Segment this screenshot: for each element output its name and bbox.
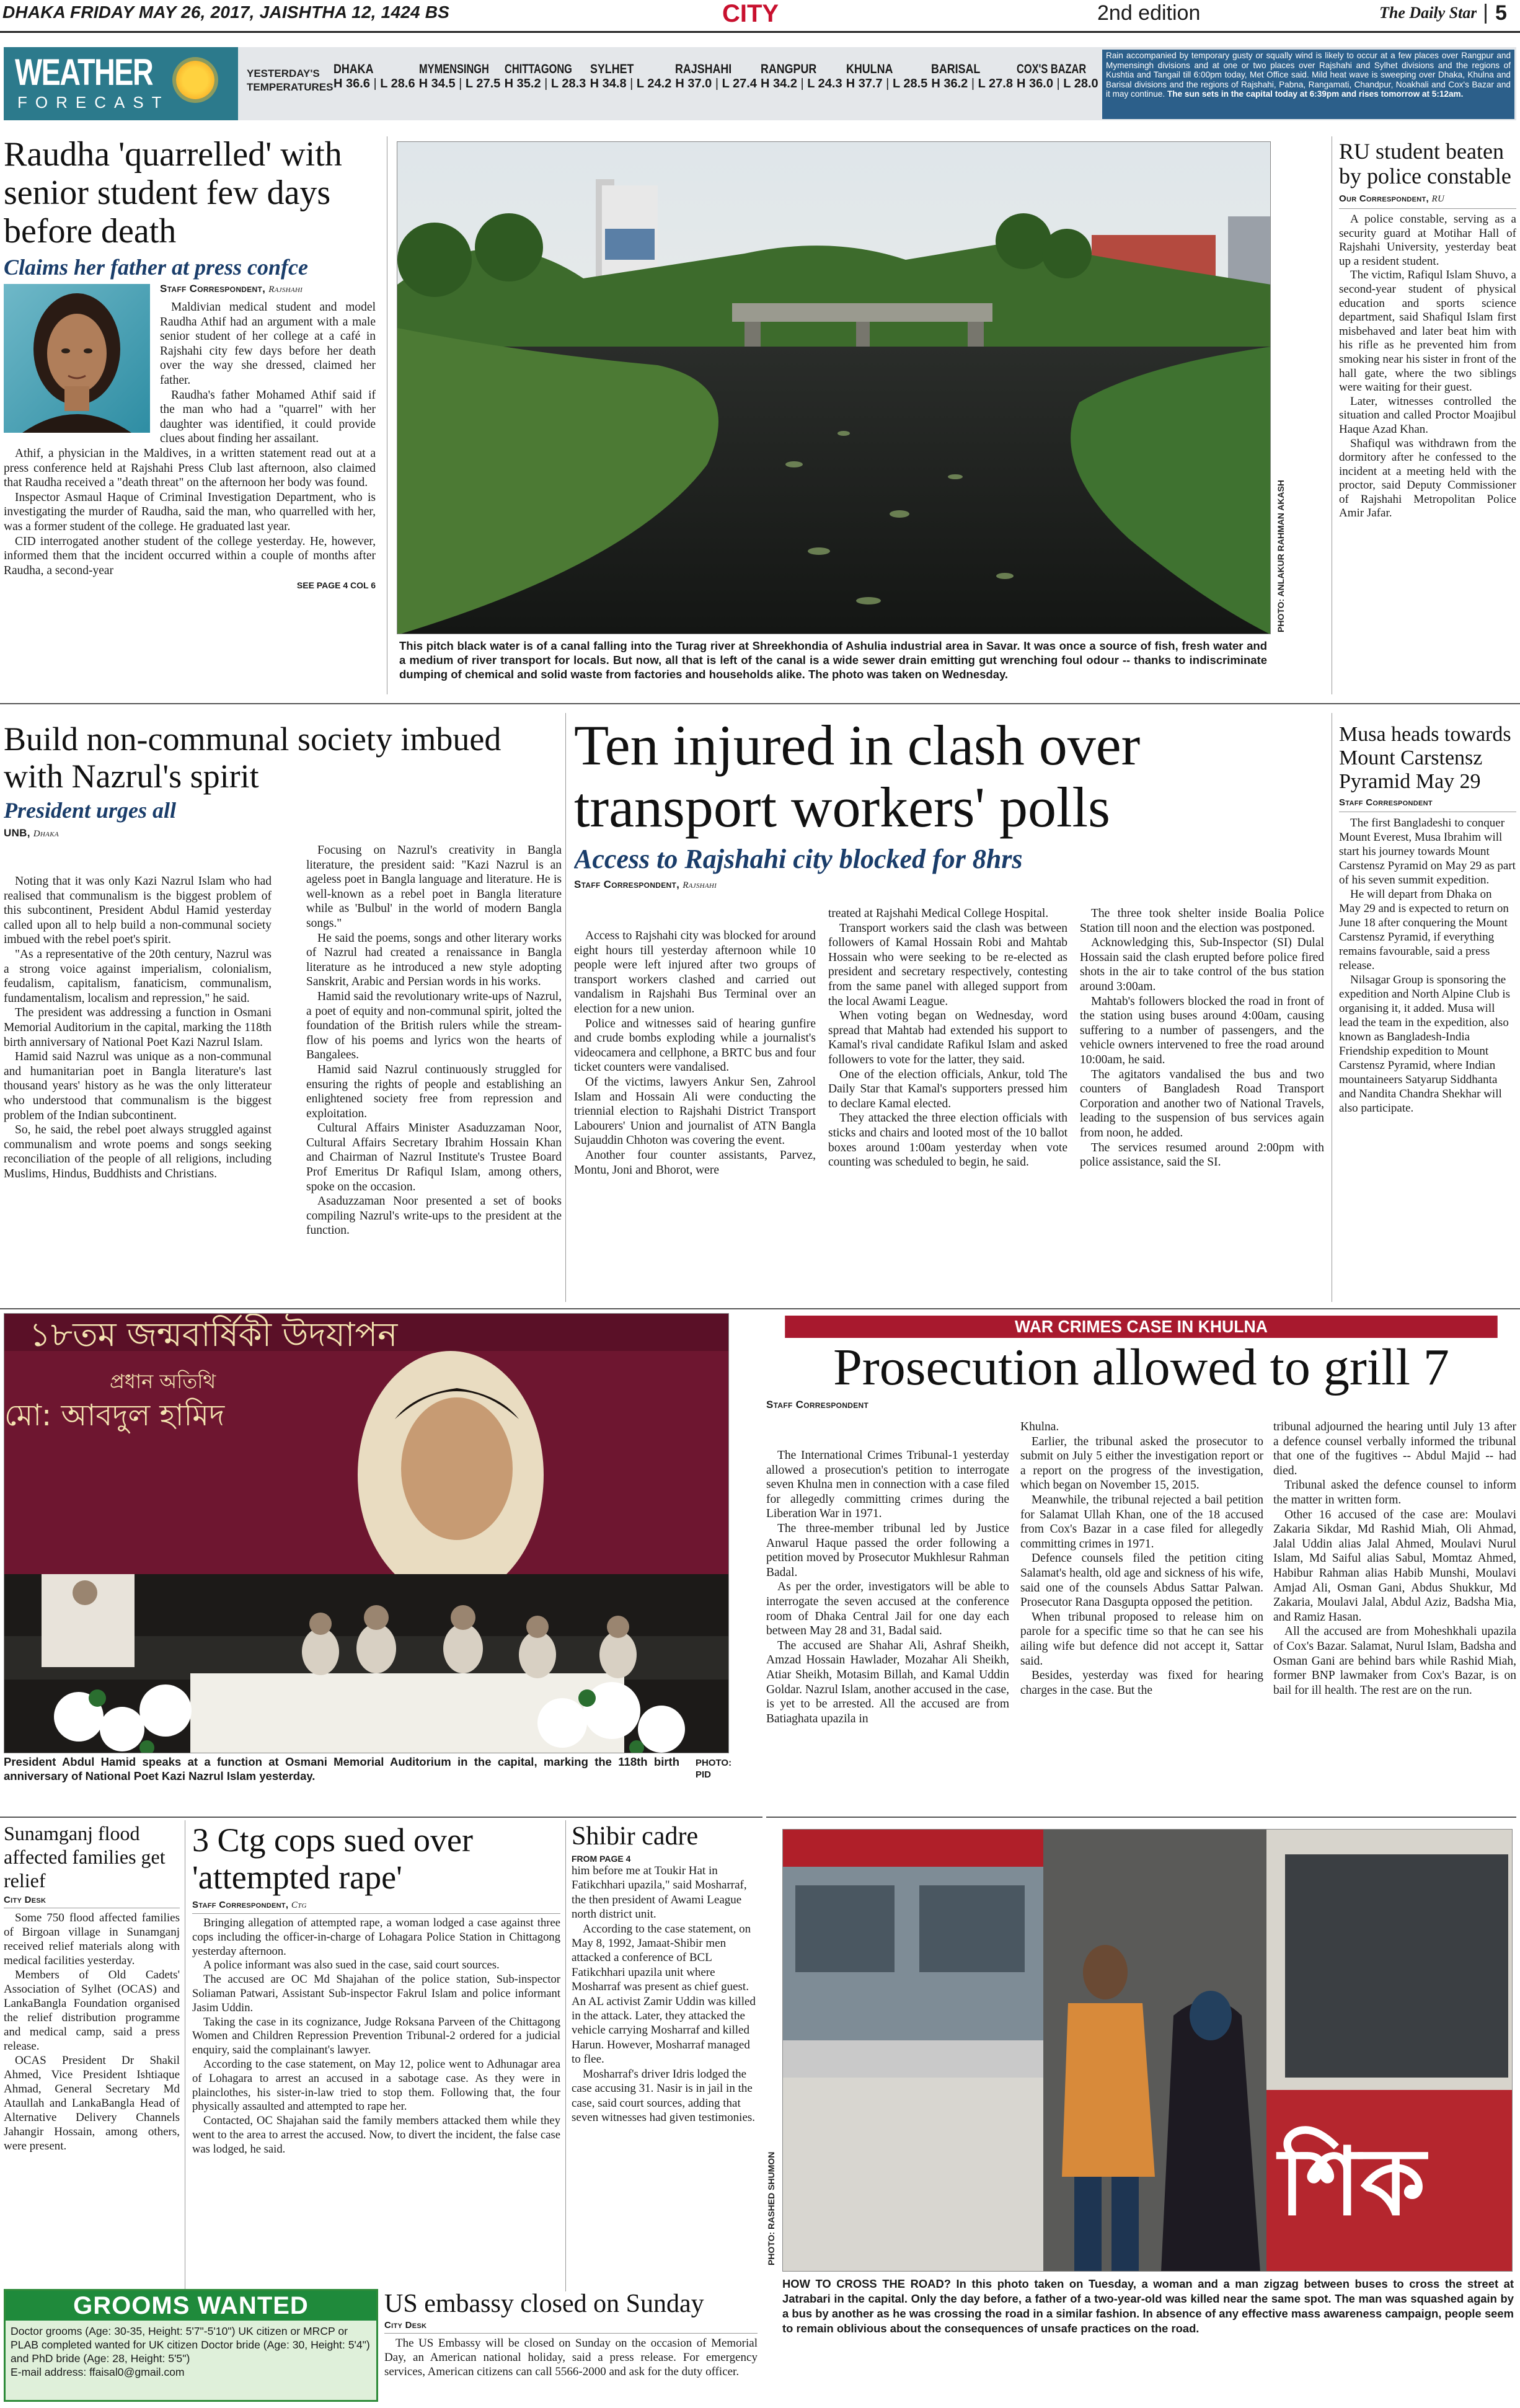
canal-photo-credit: PHOTO: ANLAKUR RAHMAN AKASH bbox=[1276, 479, 1286, 632]
grooms-ad bbox=[4, 2289, 378, 2402]
paragraph: Contacted, OC Shajahan said the family members attacked them while they went to the area to arrest the accused. Now, to divert the incident, the false case was lodged, he said. bbox=[192, 2114, 560, 2156]
city-high: H 37.7 bbox=[846, 77, 883, 91]
paragraph: According to the case statement, on May 8, 1992, Jamaat-Shibir men attacked a conference of BCL Fatikchhari upazila unit where Mosharraf was present as chief guest. An AL activist Zamir Uddin was killed in the attack. Later, they attacked the vehicle carrying Mosharraf and killed Harun. However, Mosharraf managed to flee. bbox=[572, 1922, 756, 2066]
edition-label: 2nd edition bbox=[1097, 1, 1201, 25]
bus-lettering: শিক bbox=[1279, 2128, 1426, 2236]
paragraph: The first Bangladeshi to conquer Mount Everest, Musa Ibrahim will start his journey towards Mount Carstensz Pyramid on May 29 as part of his seven summit expedition. bbox=[1339, 817, 1516, 887]
ru-byline-place: RU bbox=[1431, 194, 1445, 204]
ctg-byline-name: Staff Correspondent, bbox=[192, 1900, 289, 1910]
paragraph: Hamid said the revolutionary write-ups of Nazrul, a poet of equity and non-communal spirit, jolted the foundation of the British rulers while the stream-flow of his poems and lyrics won the hearts of Bangalees. bbox=[306, 989, 562, 1062]
nazrul-byline-name: UNB, bbox=[4, 827, 30, 839]
paragraph: Besides, yesterday was fixed for hearing charges in the case. But the bbox=[1020, 1669, 1263, 1697]
paragraph: Members of Old Cadets' Association of Sylhet (OCAS) and LankaBangla Foundation organised the relief distribution programme and medical camp, said a press release. bbox=[4, 1968, 180, 2053]
nazrul-subhead: President urges all bbox=[4, 798, 177, 823]
paragraph: They attacked the three election officials with sticks and chairs and looted most of the 10 ballot boxes around 1:00am yesterday when vote counting was scheduled to begin, he said. bbox=[828, 1112, 1067, 1169]
column-rule bbox=[565, 1820, 566, 2291]
shibir-from: FROM PAGE 4 bbox=[572, 1854, 631, 1864]
weather-city: CHITTAGONG H 35.2 | L 28.3 bbox=[504, 62, 586, 91]
war-column-2 bbox=[1020, 1420, 1263, 1698]
clash-subhead: Access to Rajshahi city blocked for 8hrs bbox=[574, 844, 1023, 874]
city-low: L 28.3 bbox=[550, 77, 586, 91]
embassy-story bbox=[384, 2289, 758, 2406]
paper-name: The Daily Star bbox=[1379, 4, 1477, 22]
city-low: L 27.5 bbox=[465, 77, 501, 91]
city-low: L 27.4 bbox=[722, 77, 757, 91]
ru-headline: RU student beaten by police constable bbox=[1339, 139, 1511, 188]
paragraph: The services resumed around 2:00pm with police assistance, said the SI. bbox=[1080, 1141, 1324, 1169]
war-kicker: WAR CRIMES CASE IN KHULNA bbox=[785, 1316, 1498, 1338]
paragraph: Athif, a physician in the Maldives, in a written statement read out at a press conference held at Rajshahi Press Club last afternoon, also claimed that Raudha received a "death threat" on the afternoon her body was found. bbox=[4, 446, 376, 490]
canal-photo bbox=[397, 141, 1271, 634]
yesterday-label-1: YESTERDAY'S bbox=[247, 68, 320, 79]
city-high: H 34.8 bbox=[590, 77, 627, 91]
war-column-1 bbox=[766, 1448, 1009, 1726]
ru-byline-name: Our Correspondent, bbox=[1339, 193, 1429, 204]
paragraph: Khulna. bbox=[1020, 1420, 1059, 1433]
city-high: H 36.2 bbox=[931, 77, 968, 91]
city-name: MYMENSINGH bbox=[418, 62, 489, 76]
paragraph: Taking the case in its cognizance, Judge Roksana Parveen of the Chittagong Women and Children Repression Prevention Tribunal-2 ordered for a judicial enquiry, said the complainant's lawyer. bbox=[192, 2015, 560, 2057]
paragraph: Access to Rajshahi city was blocked for around eight hours till yesterday afternoon while 10 people were left injured after two groups of transport workers clashed and carried out vandalism in Rajshahi Bus Terminal over an election for a new union. bbox=[574, 929, 816, 1016]
grooms-text: Doctor grooms (Age: 30-35, Height: 5'7"-5'10") UK citizen or MRCP or PLAB completed wanted for UK citizen Doctor bride (Age: 30, Height: 5'4") and PhD bride (Age: 28, Height: 5'5") bbox=[11, 2325, 370, 2365]
shibir-story bbox=[572, 1821, 758, 2280]
city-low: L 24.2 bbox=[636, 77, 672, 91]
embassy-body bbox=[384, 2336, 758, 2379]
paragraph: Raudha's father Mohamed Athif said if the man who had a "quarrel" with her daughter was identified, it could provide clues about finding her assailant. bbox=[160, 388, 376, 446]
paragraph: He said the poems, songs and other literary works of Nazrul had created a renaissance in Bangla literature as he introduced a new style adopting Sanskrit, Arabic and Persian words in his works. bbox=[306, 931, 562, 989]
ru-byline bbox=[1339, 193, 1516, 205]
paragraph: All the accused are from Moheshkhali upazila of Cox's Bazar. Salamat, Nurul Islam, Badsha and Osman Gani are behind bars while Rashid Miah, former BNP lawmaker from Cox's Bazar, is on bail for ill health. The rest are on the run. bbox=[1273, 1625, 1516, 1697]
paragraph: Maldivian medical student and model Raudha Athif had an argument with a male senior student of her college at a café in Rajshahi city few days before her death over the way she dressed, claimed her father. bbox=[160, 301, 376, 387]
credit-line-1: PHOTO: bbox=[696, 1758, 732, 1768]
forecast-body: Rain accompanied by temporary gusty or squally wind is likely to occur at a few places over Rangpur and Mymensingh divisions and at one or two places over Rajshahi and Sylhet divisions and the regions of Kushtia and Tangail till 6:00pm today, Met Office said. Mild heat wave is sweeping over Dhaka, Khulna and Barisal divisions and the regions of Rajshahi, Pabna, Rangamati, Chandpur, Noakhali and Cox's Bazar and it may continue. bbox=[1106, 51, 1511, 99]
city-low: L 28.5 bbox=[892, 77, 928, 91]
city-name: COX'S BAZAR bbox=[1017, 62, 1087, 76]
city-high: H 34.2 bbox=[761, 77, 797, 91]
section-name: CITY bbox=[722, 0, 779, 27]
clash-byline-name: Staff Correspondent, bbox=[574, 879, 680, 890]
clash-headline: Ten injured in clash over transport workers' polls bbox=[574, 714, 1141, 839]
paragraph: Cultural Affairs Minister Asaduzzaman Noor, Cultural Affairs Secretary Ibrahim Hossain Khan and Chairman of Nazrul Institute's Trustee Board Prof Emeritus Dr Rafiqul Islam, among others, spoke on the occasion. bbox=[306, 1122, 562, 1193]
paragraph: CID interrogated another student of the college yesterday. He, however, informed them that the incident occurred within a couple of months after Raudha, a second-year bbox=[4, 534, 376, 577]
city-high: H 37.0 bbox=[675, 77, 712, 91]
road-crossing-image bbox=[783, 1830, 1513, 2272]
paragraph: When voting began on Wednesday, word spread that Mahtab had extended his support to Kamal's rival candidate Rafikul Islam and asked followers to vote for the latter, they said. bbox=[828, 1009, 1067, 1066]
paragraph: him before me at Toukir Hat in Fatikchhari upazila," said Mosharraf, the then president of Awami League north district unit. bbox=[572, 1864, 747, 1921]
nazrul-function-image bbox=[4, 1314, 729, 1753]
nazrul-column-1 bbox=[4, 874, 272, 1181]
road-caption: HOW TO CROSS THE ROAD? In this photo taken on Tuesday, a woman and a man zigzag between buses to cross the street at Jatrabari in the capital. Only the day before, a father of a two-year-old was killed near the same spot. The man was squashed again by a bus by another as he was crossing the road in a similar fashion. In absence of any effective mass awareness campaign, people seem to remain oblivious about the consequences of unsafe practices on the road. bbox=[782, 2277, 1514, 2335]
shibir-headline: Shibir cadre bbox=[572, 1822, 699, 1851]
city-name: RAJSHAHI bbox=[675, 62, 732, 76]
ctg-body bbox=[192, 1916, 560, 2157]
war-column-3 bbox=[1273, 1420, 1516, 1698]
clash-byline-place: Rajshahi bbox=[683, 880, 717, 890]
embassy-headline: US embassy closed on Sunday bbox=[384, 2290, 704, 2318]
flood-headline: Sunamganj flood affected families get relief bbox=[4, 1822, 166, 1892]
nazrul-banner-3: মো: আবদুল হামিদ bbox=[4, 1398, 225, 1433]
paragraph: Nilsagar Group is sponsoring the expedition and North Alpine Club is organising it, it added. Musa will lead the team in the expedition, also known as Bangladesh-India Friendship expedition to Mount Carstensz Pyramid, where Indian mountaineers Satyarup Siddhanta and Nandita Chandra Shekhar will also participate. bbox=[1339, 973, 1511, 1115]
musa-body bbox=[1339, 816, 1516, 1115]
paragraph: Another four counter assistants, Parvez, Montu, Joni and Bhorot, were bbox=[574, 1148, 816, 1177]
canal-caption: This pitch black water is of a canal falling into the Turag river at Shreekhondia of Ashulia industrial area in Savar. It was once a source of fish, fresh water and a medium of river transport for locals. But now, all that is left of the canal is a wide sewer drain emitting gut wrenching foul odour -- thanks to indiscriminate dumping of chemical and solid waste from factories and households alike. The photo was taken on Wednesday. bbox=[399, 639, 1267, 681]
paragraph: OCAS President Dr Shakil Ahmed, Vice President Ishtiaque Ahmad, General Secretary Md Ataullah and LankaBangla Head of Alternative Delivery Channels Jahangir Hossain, among others, were present. bbox=[4, 2054, 180, 2153]
raudha-story bbox=[4, 135, 376, 693]
clash-column-3 bbox=[1080, 906, 1324, 1170]
musa-story bbox=[1339, 723, 1516, 1306]
nazrul-photo-caption: President Abdul Hamid speaks at a function at Osmani Memorial Auditorium in the capital, marking the 118th birth anniversary of National Poet Kazi Nazrul Islam yesterday. bbox=[4, 1755, 679, 1782]
paragraph: The president was addressing a function in Osmani Memorial Auditorium in the capital, marking the 118th birth anniversary of National Poet Kazi Nazrul Islam. bbox=[4, 1006, 272, 1049]
raudha-byline-place: Rajshahi bbox=[268, 285, 303, 294]
paragraph: Of the victims, lawyers Ankur Sen, Zahrool Islam and Hossain Ali were conducting the triennial election to Rajshahi District Transport Labourers' Union and journalist of ATN Bangla Sujauddin Chhoton was covering the event. bbox=[574, 1075, 816, 1148]
masthead bbox=[0, 0, 1520, 31]
clash-story bbox=[574, 714, 1328, 1303]
paragraph: Noting that it was only Kazi Nazrul Islam who had realised that communalism is the biggest problem of this subcontinent, President Abdul Hamid yesterday called upon all to help build a non-communal society imbued with the rebel poet's spirit. bbox=[4, 875, 272, 947]
ru-story bbox=[1339, 139, 1516, 697]
weather-city: BARISAL H 36.2 | L 27.8 bbox=[931, 62, 1013, 91]
paragraph: The International Crimes Tribunal-1 yesterday allowed a prosecution's petition to interrogate seven Khulna men in connection with a case filed for allegedly committing crimes during the Liberation War in 1971. bbox=[766, 1449, 1009, 1521]
flood-body bbox=[4, 1911, 180, 2153]
nazrul-story bbox=[4, 720, 562, 1303]
city-temperatures bbox=[334, 62, 1102, 105]
paragraph: Inspector Asmaul Haque of Criminal Investigation Department, who is investigating the murder of Raudha, said the man, who quarrelled with her, was a former student of the college. He graduated last year. bbox=[4, 490, 376, 533]
weather-city: RANGPUR H 34.2 | L 24.3 bbox=[761, 62, 842, 91]
ru-body bbox=[1339, 213, 1516, 521]
city-low: L 28.0 bbox=[1063, 77, 1098, 91]
paragraph: Transport workers said the clash was between followers of Kamal Hossain Robi and Mahtab Hossain who were seeking to be re-elected as president and secretary respectively, contesting from the same panel with alleged support from the local Awami League. bbox=[828, 921, 1067, 1008]
forecast-text bbox=[1102, 50, 1514, 119]
city-high: H 36.0 bbox=[1017, 77, 1053, 91]
paragraph: Defence counsels filed the petition citing Salamat's health, old age and sickness of his wife, said one of the counsels Abdus Sattar Palwan. Prosecutor Rana Dasgupta opposed the petition. bbox=[1020, 1552, 1263, 1609]
paragraph: The three-member tribunal led by Justice Anwarul Haque passed the order following a petition moved by Prosecutor Mukhlesur Rahman Badal. bbox=[766, 1521, 1009, 1579]
credit-line-2: PID bbox=[696, 1769, 712, 1780]
shibir-body bbox=[572, 1864, 758, 2125]
city-name: KHULNA bbox=[846, 62, 893, 76]
clash-column-1 bbox=[574, 929, 816, 1177]
clash-byline bbox=[574, 879, 1328, 891]
row-rule bbox=[0, 1817, 762, 1818]
weather-bar bbox=[4, 47, 1516, 120]
raudha-byline-name: Staff Correspondent, bbox=[160, 283, 266, 294]
column-rule bbox=[565, 713, 566, 1302]
city-name: DHAKA bbox=[334, 62, 374, 76]
sun-times: The sun sets in the capital today at 6:39pm and rises tomorrow at 5:12am. bbox=[1167, 89, 1464, 99]
flood-byline: City Desk bbox=[4, 1895, 46, 1905]
ctg-story bbox=[192, 1821, 560, 2293]
paragraph: So, he said, the rebel poet always struggled against communalism and wrote poems and songs seeking reconciliation of the people of all religions, including Muslims, Hindus, Buddhists and Christians. bbox=[4, 1123, 272, 1180]
nazrul-byline-place: Dhaka bbox=[33, 829, 59, 839]
paragraph: Earlier, the tribunal asked the prosecutor to submit on July 5 either the investigation report or a report on the progress of the investigation, which began on November 15, 2015. bbox=[1020, 1435, 1263, 1492]
paragraph: Police and witnesses said of hearing gunfire and crude bombs exploding while a journalist's videocamera and cellphone, a BRTC bus and four ticket counters were vandalised. bbox=[574, 1017, 816, 1074]
paragraph: The agitators vandalised the bus and two counters of Bangladesh Road Transport Corporation and another two of National Travels, leading to the suspension of bus services again from noon, he added. bbox=[1080, 1068, 1324, 1140]
raudha-photo bbox=[4, 284, 150, 433]
dateline: DHAKA FRIDAY MAY 26, 2017, JAISHTHA 12, 1424 BS bbox=[2, 2, 450, 22]
raudha-headline: Raudha 'quarrelled' with senior student few days before death bbox=[4, 135, 342, 250]
raudha-subhead: Claims her father at press confce bbox=[4, 255, 308, 280]
weather-word: WEATHER bbox=[15, 51, 153, 93]
paragraph: Meanwhile, the tribunal rejected a bail petition for Salamat Ullah Khan, one of the 18 accused from Cox's Bazar in a case filed for allegedly committing crimes in 1971. bbox=[1020, 1493, 1263, 1551]
paragraph: He will depart from Dhaka on May 29 and is expected to return on June 18 after conquering the Mount Carstensz Pyramid, if everything remains favourable, said a press release. bbox=[1339, 888, 1509, 972]
page-separator bbox=[1485, 4, 1487, 24]
embassy-byline: City Desk bbox=[384, 2320, 427, 2331]
weather-city: SYLHET H 34.8 | L 24.2 bbox=[590, 62, 672, 91]
city-high: H 34.5 bbox=[418, 77, 456, 91]
nazrul-photo-credit bbox=[696, 1757, 731, 1781]
byline-rule bbox=[1339, 208, 1516, 209]
road-crossing-photo bbox=[782, 1829, 1513, 2272]
paragraph: One of the election officials, Ankur, told The Daily Star that Kamal's supporters pressed him to declare Kamal elected. bbox=[828, 1068, 1067, 1110]
city-name: CHITTAGONG bbox=[504, 62, 572, 76]
musa-headline: Musa heads towards Mount Carstensz Pyramid May 29 bbox=[1339, 723, 1511, 793]
paragraph: Bringing allegation of attempted rape, a woman lodged a case against three cops including the officer-in-charge of Lohagara Police Station in Chittagong yesterday afternoon. bbox=[192, 1916, 560, 1958]
road-photo-credit: PHOTO: RASHED SHUMON bbox=[766, 2151, 776, 2265]
row-rule bbox=[0, 703, 1520, 704]
grooms-title: GROOMS WANTED bbox=[6, 2291, 376, 2321]
nazrul-headline: Build non-communal society imbued with Nazrul's spirit bbox=[4, 720, 502, 795]
paragraph: Later, witnesses controlled the situation and called Proctor Moajibul Haque Azad Khan. bbox=[1339, 394, 1516, 436]
city-low: L 27.8 bbox=[978, 77, 1013, 91]
paragraph: Focusing on Nazrul's creativity in Bangla literature, the president said: "Kazi Nazrul is an ageless poet in Bangla language and literature. He is well-known as a rebel poet in Bangla literature while as 'Bulbul' in the world of modern Bangla songs." bbox=[306, 844, 562, 930]
weather-city: RAJSHAHI H 37.0 | L 27.4 bbox=[675, 62, 757, 91]
page-number: 5 bbox=[1495, 1, 1507, 25]
clash-column-2 bbox=[828, 906, 1067, 1170]
paragraph: The victim, Rafiqul Islam Shuvo, a second-year student of physical education and sports science department, said Shafiqul Islam first misbehaved and later beat him with his rifle as he prevented him from smoking near his sister in front of the hall gate, where the two siblings were waiting for their guest. bbox=[1339, 268, 1516, 394]
paragraph: "As a representative of the 20th century, Nazrul was a strong voice against imperialism, colonialism, feudalism, capitalism, fanaticism, communalism, fundamentalism, localism and repression," he said. bbox=[4, 947, 272, 1005]
yesterday-label bbox=[247, 67, 333, 94]
weather-city: COX'S BAZAR H 36.0 | L 28.0 bbox=[1017, 62, 1098, 91]
yesterday-label-2: TEMPERATURES bbox=[247, 81, 334, 93]
city-high: H 35.2 bbox=[504, 77, 541, 91]
nazrul-banner-1: ১৮তম জন্মবার্ষিকী উদযাপন bbox=[29, 1315, 398, 1354]
city-high: H 36.6 bbox=[334, 77, 370, 91]
city-name: RANGPUR bbox=[761, 62, 817, 76]
weather-city: KHULNA H 37.7 | L 28.5 bbox=[846, 62, 928, 91]
war-headline: Prosecution allowed to grill 7 bbox=[833, 1339, 1449, 1396]
nazrul-byline bbox=[4, 827, 562, 839]
city-low: L 28.6 bbox=[380, 77, 415, 91]
paragraph: According to the case statement, on May 12, police went to Adhunagar area of Lohagara to arrest an accused in a sabotage case. As they were in plainclothes, his sister-in-law tried to stop them. Following that, the four physically assaulted and attempted to rape her. bbox=[192, 2057, 560, 2114]
canal-image bbox=[397, 142, 1271, 634]
paragraph: Mahtab's followers blocked the road in front of the station using buses around 4:00am, causing suffering to a number of passengers, and the vehicle owners intervened to free the road around 10:00am, he said. bbox=[1080, 994, 1324, 1066]
weather-city: MYMENSINGH H 34.5 | L 27.5 bbox=[418, 62, 501, 91]
city-low: L 24.3 bbox=[807, 77, 842, 91]
paragraph: Asaduzzaman Noor presented a set of books compiling Nazrul's write-ups to the president at the function. bbox=[306, 1195, 562, 1237]
paragraph: Shafiqul was withdrawn from the dormitory after he confessed to the incident at a meeting held with the proctor, said Deputy Commissioner of Rajshahi Metropolitan Police Amir Jafar. bbox=[1339, 436, 1516, 520]
weather-city: DHAKA H 36.6 | L 28.6 bbox=[334, 62, 415, 91]
paragraph: The accused are OC Md Shajahan of the police station, Sub-inspector Soliaman Patwari, Assistant Sub-inspector Fakrul Islam and police informant Jasim Uddin. bbox=[192, 1973, 560, 2014]
ctg-headline: 3 Ctg cops sued over 'attempted rape' bbox=[192, 1821, 473, 1896]
paragraph: Other 16 accused of the case are: Moulavi Zakaria Sikdar, Md Rashid Miah, Oli Ahmad, Jalal Uddin alias Jalal Ahmed, Moulavi Nurul Islam, Md Saiful alias Sabul, Momtaz Ahmed, Habibur Rahman alias Habib Munshi, Moulavi Amjad Ali, Osman Gani, Abdus Shukkur, Md Zakaria, Moulavi Jalal, Abdul Aziz, Badsha Mia, and Ramiz Hasan. bbox=[1273, 1508, 1516, 1624]
war-byline: Staff Correspondent bbox=[766, 1399, 869, 1410]
row-rule bbox=[766, 1817, 1516, 1818]
musa-byline: Staff Correspondent bbox=[1339, 797, 1433, 808]
paragraph: A police constable, serving as a security guard at Motihar Hall of Rajshahi University, yesterday beat up a resident student. bbox=[1339, 213, 1516, 268]
paragraph: The accused are Shahar Ali, Ashraf Sheikh, Amzad Hossain Hawlader, Mozahar Ali Sheikh, Atiar Sheikh, Motasim Billah, and Kamal Uddin Goldar. Nazrul Islam, another accused in the case, is yet to be arrested. All the accused are from Batiaghata upazila in bbox=[766, 1639, 1009, 1725]
row-rule bbox=[0, 1308, 1520, 1309]
city-name: SYLHET bbox=[590, 62, 634, 76]
paragraph: The US Embassy will be closed on Sunday on the occasion of Memorial Day, an American national holiday, said a press release. For emergency services, American citizens can call 5566-2000 and ask for the duty officer. bbox=[384, 2337, 758, 2378]
masthead-rule bbox=[0, 31, 1520, 33]
flood-story bbox=[4, 1821, 180, 2268]
ctg-byline-place: Ctg bbox=[291, 1900, 307, 1910]
war-crimes-story bbox=[766, 1316, 1516, 1824]
paragraph: treated at Rajshahi Medical College Hospital. bbox=[828, 907, 1049, 920]
city-name: BARISAL bbox=[931, 62, 981, 76]
sun-icon bbox=[176, 61, 214, 99]
paragraph: Tribunal asked the defence counsel to inform the matter in written form. bbox=[1273, 1479, 1516, 1507]
nazrul-function-photo bbox=[4, 1313, 729, 1753]
forecast-word: FORECAST bbox=[17, 93, 170, 112]
weather-logo bbox=[4, 47, 238, 120]
nazrul-banner-2: প্রধান অতিথি bbox=[110, 1370, 216, 1393]
nazrul-column-2 bbox=[306, 843, 562, 1238]
raudha-jump: SEE PAGE 4 COL 6 bbox=[296, 580, 376, 591]
byline-rule bbox=[384, 2333, 758, 2334]
paragraph: A police informant was also sued in the case, said court sources. bbox=[203, 1959, 500, 1972]
paragraph: Acknowledging this, Sub-Inspector (SI) Dulal Hossain said the clash erupted before police fired shots in the air to take control of the bus station around 3:00am. bbox=[1080, 936, 1324, 993]
paragraph: When tribunal proposed to release him on parole for a specific time so that he can see his ailing wife but defence did not accept it, Sattar said. bbox=[1020, 1610, 1263, 1668]
paragraph: Mosharraf's driver Idris lodged the case accusing 31. Nasir is in jail in the case, said court sources, adding that seven witnesses had given testimonies. bbox=[572, 2067, 756, 2124]
raudha-portrait bbox=[4, 284, 150, 433]
ctg-byline bbox=[192, 1900, 560, 1911]
byline-rule bbox=[192, 1913, 560, 1914]
paragraph: Hamid said Nazrul continuously struggled for ensuring the rights of people and establishing an enlightened society free from repression and exploitation. bbox=[306, 1063, 562, 1120]
paragraph: Some 750 flood affected families of Birgoan village in Sunamganj received relief materials along with medical facilities yesterday. bbox=[4, 1911, 180, 1967]
paragraph: tribunal adjourned the hearing until July 13 after a defence counsel verbally informed the tribunal that one of the fugitives -- Abdul Majid -- had died. bbox=[1273, 1420, 1516, 1477]
paragraph: Hamid said Nazrul was unique as a non-communal and humanitarian poet in Bangla literature's last thousand years' history as he was the only litterateur who understood that communalism is the biggest problem of the Indian subcontinent. bbox=[4, 1050, 272, 1122]
paragraph: As per the order, investigators will be able to interrogate the seven accused at the conference room of Dhaka Central Jail for one day each between May 28 and 31, Badal said. bbox=[766, 1580, 1009, 1638]
paragraph: The three took shelter inside Boalia Police Station till noon and the election was postponed. bbox=[1080, 907, 1324, 935]
grooms-email[interactable]: E-mail address: ffaisal0@gmail.com bbox=[11, 2366, 185, 2378]
